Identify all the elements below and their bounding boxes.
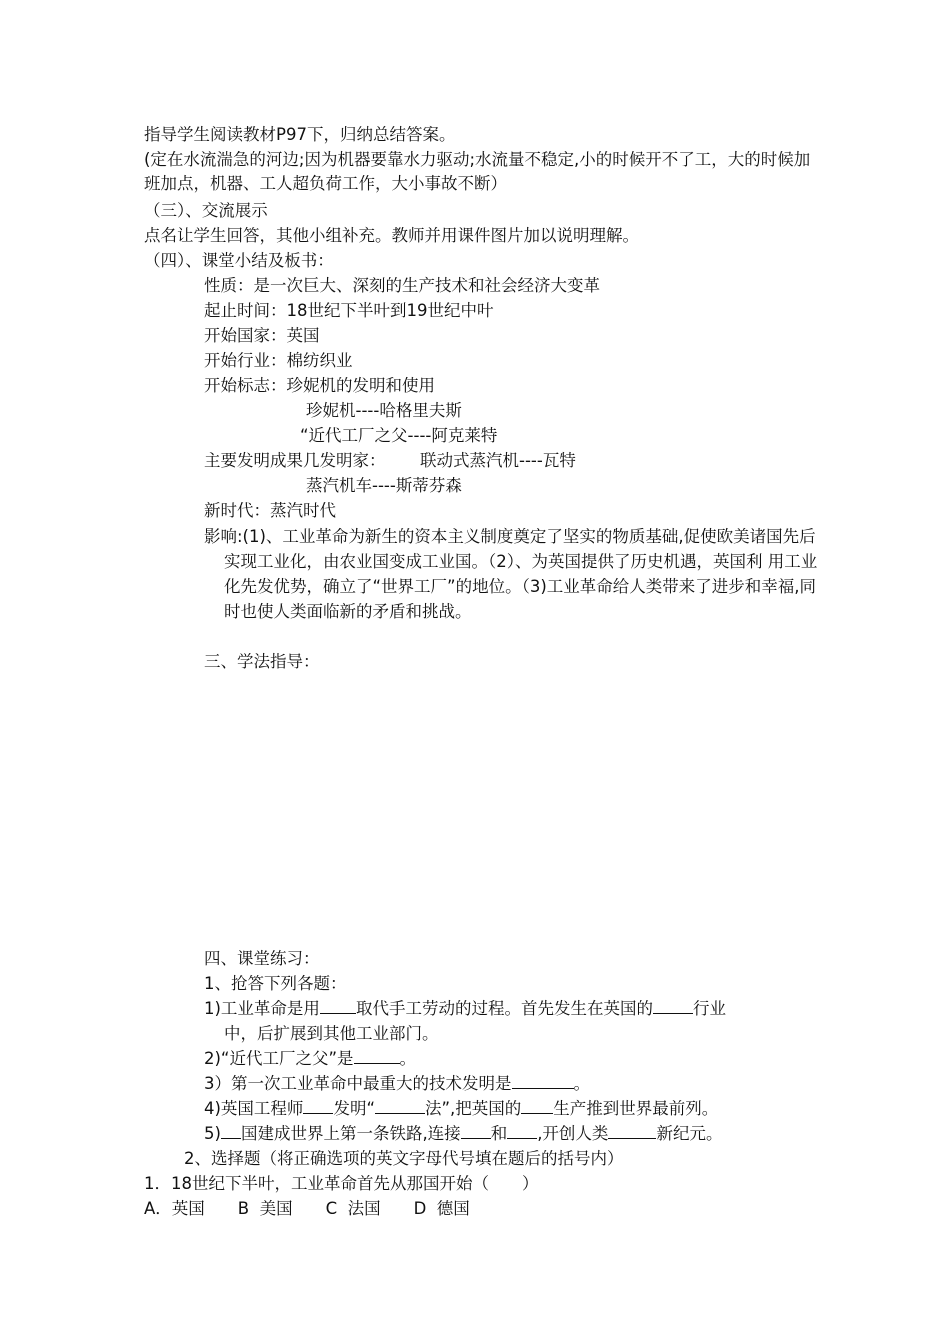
question-2 — [204, 1047, 416, 1071]
guide-text: 指导学生阅读教材P97下，归纳总结答案。 — [144, 125, 456, 144]
answer-blank[interactable] — [354, 1047, 400, 1064]
q5-text-a: 5) — [204, 1124, 221, 1143]
answer-blank[interactable] — [512, 1072, 574, 1089]
q5-text-e: 新纪元。 — [656, 1124, 723, 1143]
section-4-title: （四）、课堂小结及板书： — [144, 251, 334, 270]
q3-text-b: 。 — [573, 1074, 590, 1093]
practice-part2-title: 2、选择题（将正确选项的英文字母代号填在题后的括号内） — [184, 1149, 624, 1168]
summary-jenny: 珍妮机----哈格里夫斯 — [306, 401, 462, 420]
practice-title: 四、课堂练习： — [204, 949, 320, 968]
summary-era: 新时代：蒸汽时代 — [204, 501, 336, 520]
q2-text-b: 。 — [399, 1049, 417, 1068]
summary-steam-engine: 联动式蒸汽机----瓦特 — [420, 451, 576, 470]
question-3 — [204, 1072, 590, 1096]
question-4 — [204, 1097, 718, 1121]
answer-blank[interactable] — [221, 1122, 241, 1139]
q1-text-a: 1)工业革命是用 — [204, 999, 320, 1018]
method-title: 三、学法指导： — [204, 652, 320, 671]
answer-blank[interactable] — [521, 1097, 553, 1114]
section-3-title: （三）、交流展示 — [144, 201, 268, 220]
q1-text-c: 行业 — [692, 999, 726, 1018]
summary-country: 开始国家：英国 — [204, 326, 320, 345]
answer-blank[interactable] — [608, 1122, 656, 1139]
q4-text-d: 生产推到世界最前列。 — [553, 1099, 719, 1118]
answer-blank[interactable] — [303, 1097, 333, 1114]
answer-blank[interactable] — [461, 1122, 491, 1139]
q5-text-b: 国建成世界上第一条铁路,连接 — [240, 1124, 461, 1143]
question-1 — [204, 997, 726, 1021]
q1-text-b: 取代手工劳动的过程。首先发生在英国的 — [355, 999, 653, 1018]
question-5 — [204, 1122, 722, 1146]
q1-text-d: 中，后扩展到其他工业部门。 — [224, 1024, 439, 1043]
choice-question-1-options: A．英国 B 美国 C 法国 D 德国 — [144, 1199, 470, 1218]
answer-blank[interactable] — [653, 997, 693, 1014]
answer-text: (定在水流湍急的河边;因为机器要靠水力驱动;水流量不稳定,小的时候开不了工，大的时候加班加点，机器、工人超负荷工作，大小事故不断） — [144, 150, 811, 193]
summary-nature: 性质：是一次巨大、深刻的生产技术和社会经济大变革 — [204, 276, 600, 295]
answer-blank[interactable] — [375, 1097, 425, 1114]
summary-inventions-label: 主要发明成果几发明家： — [204, 451, 386, 470]
q5-text-c: 和 — [490, 1124, 508, 1143]
summary-impact: 影响:(1)、工业革命为新生的资本主义制度奠定了坚实的物质基础,促使欧美诸国先后实现工业化，由农业国变成工业国。（2）、为英国提供了历史机遇，英国利 用工业化先发优势，确立了“世界工厂”的地位。（3)工业革命给人类带来了进步和幸福,同时也使人类面临新的矛盾和挑战。 — [204, 527, 818, 621]
q4-text-b: 发明“ — [333, 1099, 375, 1118]
summary-sign: 开始标志：珍妮机的发明和使用 — [204, 376, 435, 395]
q3-text-a: 3）第一次工业革命中最重大的技术发明是 — [204, 1074, 512, 1093]
q2-text-a: 2)“近代工厂之父”是 — [204, 1049, 354, 1068]
summary-industry: 开始行业：棉纺织业 — [204, 351, 353, 370]
q5-text-d: ,开创人类 — [537, 1124, 609, 1143]
q4-text-c: 法”,把英国的 — [425, 1099, 522, 1118]
q4-text-a: 4)英国工程师 — [204, 1099, 304, 1118]
answer-blank[interactable] — [507, 1122, 537, 1139]
choice-question-1: 1．18世纪下半叶，工业革命首先从那国开始（ ） — [144, 1174, 539, 1193]
summary-father: “近代工厂之父----阿克莱特 — [300, 426, 498, 445]
summary-period: 起止时间：18世纪下半叶到19世纪中叶 — [204, 301, 494, 320]
section-3-text: 点名让学生回答，其他小组补充。教师并用课件图片加以说明理解。 — [144, 226, 639, 245]
answer-blank[interactable] — [320, 997, 356, 1014]
summary-locomotive: 蒸汽机车----斯蒂芬森 — [306, 476, 462, 495]
practice-part1-title: 1、抢答下列各题： — [204, 974, 347, 993]
